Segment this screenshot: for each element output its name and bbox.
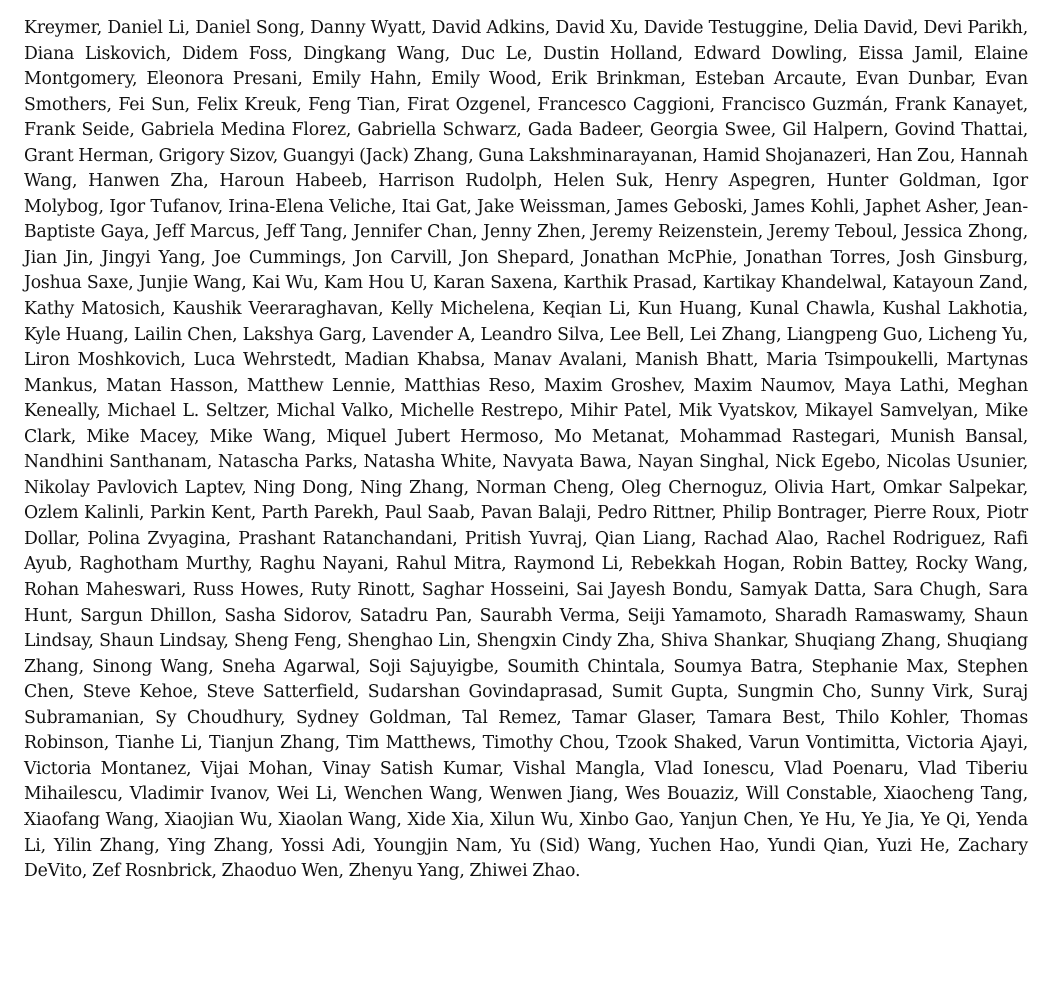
contributor-names-paragraph: Kreymer, Daniel Li, Daniel Song, Danny Wyatt, David Adkins, David Xu, Davide Testuggine, Delia David, Devi Parikh, Diana Liskovich, Didem Foss, Dingkang Wang, Duc Le, Dustin Holland, Edward Dowling, Eissa Jamil, Elaine Montgomery, Eleonora Presani, Emily Hahn, Emily Wood, Erik Brinkman, Esteban Arcaute, Evan Dunbar, Evan Smothers, Fei Sun, Felix Kreuk, Feng Tian, Firat Ozgenel, Francesco Caggioni, Francisco Guzmán, Frank Kanayet, Frank Seide, Gabriela Medina Florez, Gabriella Schwarz, Gada Badeer, Georgia Swee, Gil Halpern, Govind Thattai, Grant Herman, Grigory Sizov, Guangyi (Jack) Zhang, Guna Lakshminarayanan, Hamid Shojanazeri, Han Zou, Hannah Wang, Hanwen Zha, Haroun Habeeb, Harrison Rudolph, Helen Suk, Henry Aspegren, Hunter Goldman, Igor Molybog, Igor Tufanov, Irina-Elena Veliche, Itai Gat, Jake Weissman, James Geboski, James Kohli, Japhet Asher, Jean-Baptiste Gaya, Jeff Marcus, Jeff Tang, Jennifer Chan, Jenny Zhen, Jeremy Reizenstein, Jeremy Teboul, Jessica Zhong, Jian Jin, Jingyi Yang, Joe Cummings, Jon Carvill, Jon Shepard, Jonathan McPhie, Jonathan Torres, Josh Ginsburg, Joshua Saxe, Junjie Wang, Kai Wu, Kam Hou U, Karan Saxena, Karthik Prasad, Kartikay Khandelwal, Katayoun Zand, Kathy Matosich, Kaushik Veeraraghavan, Kelly Michelena, Keqian Li, Kun Huang, Kunal Chawla, Kushal Lakhotia, Kyle Huang, Lailin Chen, Lakshya Garg, Lavender A, Leandro Silva, Lee Bell, Lei Zhang, Liangpeng Guo, Licheng Yu, Liron Moshkovich, Luca Wehrstedt, Madian Khabsa, Manav Avalani, Manish Bhatt, Maria Tsimpoukelli, Martynas Mankus, Matan Hasson, Matthew Lennie, Matthias Reso, Maxim Groshev, Maxim Naumov, Maya Lathi, Meghan Keneally, Michael L. Seltzer, Michal Valko, Michelle Restrepo, Mihir Patel, Mik Vyatskov, Mikayel Samvelyan, Mike Clark, Mike Macey, Mike Wang, Miquel Jubert Hermoso, Mo Metanat, Mohammad Rastegari, Munish Bansal, Nandhini Santhanam, Natascha Parks, Natasha White, Navyata Bawa, Nayan Singhal, Nick Egebo, Nicolas Usunier, Nikolay Pavlovich Laptev, Ning Dong, Ning Zhang, Norman Cheng, Oleg Chernoguz, Olivia Hart, Omkar Salpekar, Ozlem Kalinli, Parkin Kent, Parth Parekh, Paul Saab, Pavan Balaji, Pedro Rittner, Philip Bontrager, Pierre Roux, Piotr Dollar, Polina Zvyagina, Prashant Ratanchandani, Pritish Yuvraj, Qian Liang, Rachad Alao, Rachel Rodriguez, Rafi Ayub, Raghotham Murthy, Raghu Nayani, Rahul Mitra, Raymond Li, Rebekkah Hogan, Robin Battey, Rocky Wang, Rohan Maheswari, Russ Howes, Ruty Rinott, Saghar Hosseini, Sai Jayesh Bondu, Samyak Datta, Sara Chugh, Sara Hunt, Sargun Dhillon, Sasha Sidorov, Satadru Pan, Saurabh Verma, Seiji Yamamoto, Sharadh Ramaswamy, Shaun Lindsay, Shaun Lindsay, Sheng Feng, Shenghao Lin, Shengxin Cindy Zha, Shiva Shankar, Shuqiang Zhang, Shuqiang Zhang, Sinong Wang, Sneha Agarwal, Soji Sajuyigbe, Soumith Chintala, Soumya Batra, Stephanie Max, Stephen Chen, Steve Kehoe, Steve Satterfield, Sudarshan Govindaprasad, Sumit Gupta, Sungmin Cho, Sunny Virk, Suraj Subramanian, Sy Choudhury, Sydney Goldman, Tal Remez, Tamar Glaser, Tamara Best, Thilo Kohler, Thomas Robinson, Tianhe Li, Tianjun Zhang, Tim Matthews, Timothy Chou, Tzook Shaked, Varun Vontimitta, Victoria Ajayi, Victoria Montanez, Vijai Mohan, Vinay Satish Kumar, Vishal Mangla, Vlad Ionescu, Vlad Poenaru, Vlad Tiberiu Mihailescu, Vladimir Ivanov, Wei Li, Wenchen Wang, Wenwen Jiang, Wes Bouaziz, Will Constable, Xiaocheng Tang, Xiaofang Wang, Xiaojian Wu, Xiaolan Wang, Xide Xia, Xilun Wu, Xinbo Gao, Yanjun Chen, Ye Hu, Ye Jia, Ye Qi, Yenda Li, Yilin Zhang, Ying Zhang, Yossi Adi, Youngjin Nam, Yu (Sid) Wang, Yuchen Hao, Yundi Qian, Yuzi He, Zachary DeVito, Zef Rosnbrick, Zhaoduo Wen, Zhenyu Yang, Zhiwei Zhao.: [24, 18, 1028, 882]
document-page: [24, 16, 1028, 885]
